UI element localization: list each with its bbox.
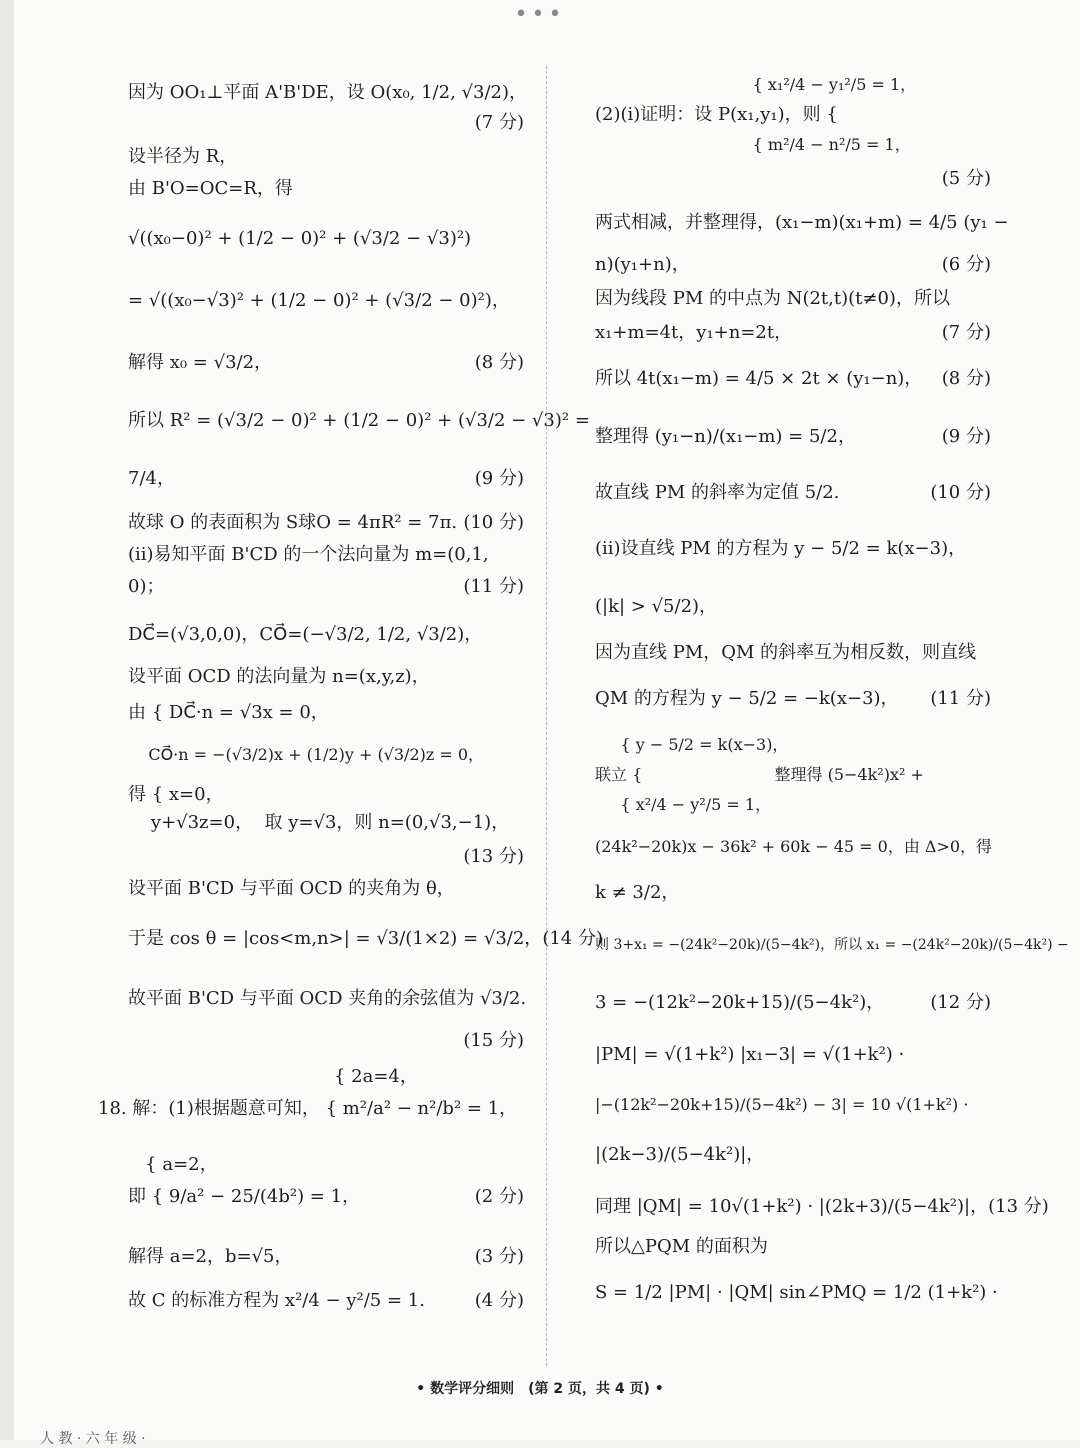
solution-line: 故平面 B'CD 与平面 OCD 夹角的余弦值为 √3/2. [128, 988, 527, 1009]
equation-line: 3 = −(12k²−20k+15)/(5−4k²)， (12 分) [595, 992, 991, 1013]
column-divider [546, 66, 547, 1366]
equation-line: S = 1/2 |PM| · |QM| sin∠PMQ = 1/2 (1+k²) · [595, 1282, 998, 1303]
solution-line: 故球 O 的表面积为 S球O = 4πR² = 7π. (10 分) [128, 512, 524, 533]
equation-line: { x₁²/4 − y₁²/5 = 1， [595, 75, 917, 94]
solution-line: 所以△PQM 的面积为 [595, 1236, 768, 1257]
page-edge-shadow [0, 0, 14, 1440]
score-mark: (12 分) [930, 992, 991, 1013]
score-mark: (6 分) [941, 254, 991, 275]
cutoff-text: 人 教 · 六 年 级 · [40, 1431, 146, 1447]
score-mark: (4 分) [474, 1290, 524, 1311]
score-mark: (9 分) [474, 468, 524, 489]
equation-line: |PM| = √(1+k²) |x₁−3| = √(1+k²) · [595, 1044, 905, 1065]
equation-line: 则 3+x₁ = −(24k²−20k)/(5−4k²)，所以 x₁ = −(24k²−20k)/(5−4k²) − [595, 937, 1069, 953]
equation-line: 整理得 (y₁−n)/(x₁−m) = 5/2， (9 分) [595, 426, 991, 447]
score-mark: (13 分) [463, 846, 524, 867]
solution-line: 0)； (11 分) [128, 576, 524, 597]
solution-line: (2)(ⅰ)证明：设 P(x₁,y₁)，则 { [595, 104, 838, 125]
right-column [595, 58, 1069, 1304]
equation-line: y+√3z=0， 取 y=√3，则 n=(0,√3,−1)， [128, 812, 510, 833]
score-mark: (7 分) [941, 322, 991, 343]
equation-line: DC⃗=(√3,0,0)，CO⃗=(−√3/2, 1/2, √3/2)， [128, 624, 483, 645]
equation-line: { 2a=4， [128, 1066, 418, 1087]
equation-line: { m²/4 − n²/5 = 1， [595, 135, 911, 154]
score-mark: (5 分) [941, 168, 991, 189]
equation-line: 同理 |QM| = 10√(1+k²) · |(2k+3)/(5−4k²)|， (13 分) [595, 1196, 1049, 1217]
equation-line: √((x₀−0)² + (1/2 − 0)² + (√3/2 − √3)²) [128, 228, 472, 249]
score-mark: (10 分) [463, 512, 524, 533]
equation-line: = √((x₀−√3)² + (1/2 − 0)² + (√3/2 − 0)²)， [128, 290, 510, 311]
score-mark: (2 分) [474, 1186, 524, 1207]
equation-line: 由 { DC⃗·n = √3x = 0， [128, 702, 329, 723]
solution-line: 因为直线 PM，QM 的斜率互为相反数，则直线 [595, 642, 977, 663]
equation-line: n)(y₁+n)， (6 分) [595, 254, 991, 275]
score-mark: (13 分) [988, 1196, 1049, 1217]
solution-line: 故直线 PM 的斜率为定值 5/2. (10 分) [595, 482, 991, 503]
score-mark: (11 分) [930, 688, 991, 709]
equation-line: { x²/4 − y²/5 = 1， [595, 795, 772, 814]
equation-line: |(2k−3)/(5−4k²)|， [595, 1144, 765, 1165]
score-mark: (11 分) [463, 576, 524, 597]
score-mark: (14 分) [542, 928, 603, 949]
solution-line: 因为 OO₁⊥平面 A'B'DE，设 O(x₀, 1/2, √3/2)， [128, 82, 527, 103]
score-mark: (10 分) [930, 482, 991, 503]
solution-line: 联立 { 整理得 (5−4k²)x² + [595, 765, 924, 784]
left-column [98, 58, 603, 1312]
equation-line: { y − 5/2 = k(x−3)， [595, 735, 789, 754]
solution-line: 设半径为 R， [128, 146, 238, 167]
solution-line: 解得 x₀ = √3/2， (8 分) [128, 352, 524, 373]
solution-line: 因为线段 PM 的中点为 N(2t,t)(t≠0)，所以 [595, 288, 950, 309]
solution-line: 故 C 的标准方程为 x²/4 − y²/5 = 1. (4 分) [128, 1290, 524, 1311]
equation-line: (|k| > √5/2)， [595, 596, 718, 617]
equation-line: CO⃗·n = −(√3/2)x + (1/2)y + (√3/2)z = 0， [128, 745, 485, 764]
page-footer: • 数学评分细则 (第 2 页，共 4 页) • [416, 1381, 664, 1397]
equation-line: |−(12k²−20k+15)/(5−4k²) − 3| = 10 √(1+k²) · [595, 1095, 969, 1114]
equation-line: 两式相减，并整理得，(x₁−m)(x₁+m) = 4/5 (y₁ − [595, 212, 1009, 233]
equation-line: 于是 cos θ = |cos<m,n>| = √3/(1×2) = √3/2， (14 分) [128, 928, 603, 949]
question-heading: 18. 解：(1)根据题意可知， { m²/a² − n²/b² = 1， [98, 1098, 518, 1119]
solution-line: (ⅱ)易知平面 B'CD 的一个法向量为 m=(0,1, [128, 544, 489, 565]
equation-line: { a=2， [128, 1154, 218, 1175]
equation-line: (ⅱ)设直线 PM 的方程为 y − 5/2 = k(x−3)， [595, 538, 967, 559]
equation-line: 所以 R² = (√3/2 − 0)² + (1/2 − 0)² + (√3/2 − √3)² = [128, 410, 590, 431]
equation-line: 7/4， (9 分) [128, 468, 524, 489]
score-mark: (3 分) [474, 1246, 524, 1267]
equation-line: 所以 4t(x₁−m) = 4/5 × 2t × (y₁−n)， (8 分) [595, 368, 991, 389]
score-mark: (15 分) [463, 1030, 524, 1051]
solution-line: 设平面 OCD 的法向量为 n=(x,y,z)， [128, 666, 430, 687]
equation-line: QM 的方程为 y − 5/2 = −k(x−3)， (11 分) [595, 688, 991, 709]
score-mark: (7 分) [474, 112, 524, 133]
equation-line: (24k²−20k)x − 36k² + 60k − 45 = 0，由 Δ>0，得 [595, 837, 993, 856]
equation-line: x₁+m=4t，y₁+n=2t， (7 分) [595, 322, 991, 343]
solution-line: 解得 a=2，b=√5， (3 分) [128, 1246, 524, 1267]
equation-line: k ≠ 3/2， [595, 882, 680, 903]
score-mark: (8 分) [474, 352, 524, 373]
equation-line: 得 { x=0， [128, 784, 224, 805]
score-mark: (8 分) [941, 368, 991, 389]
score-mark: (9 分) [941, 426, 991, 447]
equation-line: 即 { 9/a² − 25/(4b²) = 1， (2 分) [128, 1186, 524, 1207]
more-options-icon[interactable]: ••• [514, 2, 566, 27]
solution-line: 设平面 B'CD 与平面 OCD 的夹角为 θ， [128, 878, 455, 899]
solution-line: 由 B'O=OC=R，得 [128, 178, 293, 199]
